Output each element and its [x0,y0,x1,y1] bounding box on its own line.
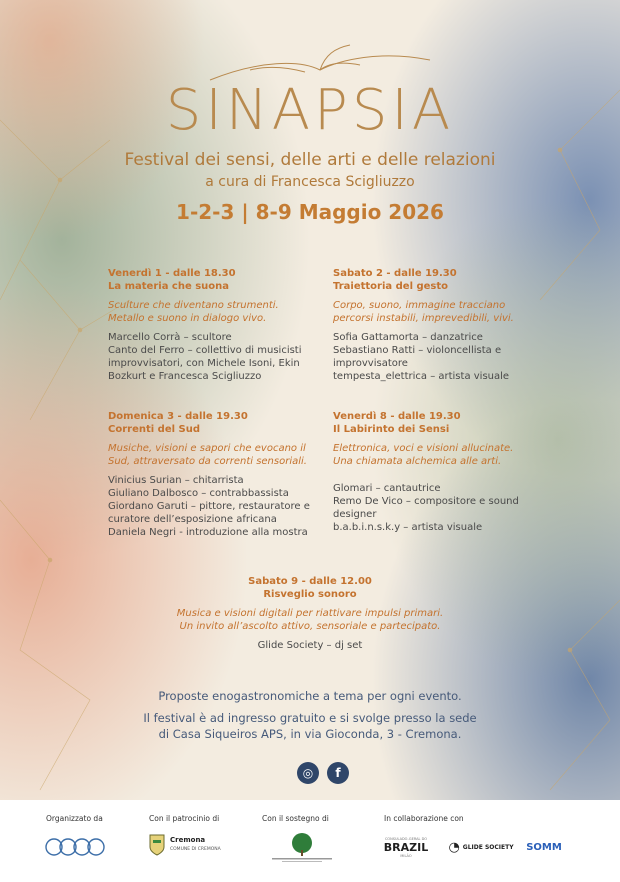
festival-dates: 1-2-3 | 8-9 Maggio 2026 [176,200,444,224]
event-card [333,267,543,383]
event-day: Sabato 2 - dalle 19.30 [333,268,457,279]
final-event-card [0,575,620,652]
brazil-small-label: CONSULADO-GERAL DO [384,836,428,841]
event-person: Daniela Negri - introduzione alla mostra [108,527,308,538]
event-description [108,299,318,325]
glide-society-logo [446,830,516,864]
event-description-line: Corpo, suono, immagine tracciano percorsi instabili, imprevedibili, vivi. [333,300,514,324]
facebook-icon[interactable]: f [327,762,349,784]
event-people [108,474,318,539]
casa-siqueiros-logo-art [44,832,108,862]
event-person: Sofia Gattamorta – danzatrice [333,332,483,343]
event-description [333,299,543,325]
brazil-small-label-2: MILÃO [400,853,412,858]
event-day: Domenica 3 - dalle 19.30 [108,411,248,422]
festival-subtitle: Festival dei sensi, delle arti e delle relazioni [124,150,496,170]
event-card [108,267,318,383]
event-person: Glide Society – dj set [257,640,363,651]
curator-line: a cura di Francesca Scigliuzzo [205,174,415,190]
event-description-line: Elettronica, voci e visioni allucinate. [333,443,514,454]
glide-swirl-icon: ◔ [448,839,460,855]
organized-label: Organizzato da [46,814,103,823]
event-people [333,331,543,383]
festival-title: SINAPSIA [165,78,455,143]
footer [0,800,620,882]
event-person: b.a.b.i.n.s.k.y – artista visuale [333,522,483,533]
event-title: Il Labirinto dei Sensi [333,424,450,435]
event-person: Vinicius Surian – chitarrista [108,475,244,486]
event-people [0,639,620,652]
patronage-label: Con il patrocinio di [149,814,220,823]
event-person: Giordano Garuti – pittore, restauratore e curatore dell’esposizione africana [108,501,310,525]
event-description-line: Musiche, visioni e sapori che evocano il Sud, attraversato da correnti sensoriali. [108,443,307,467]
glide-society-text: GLIDE SOCIETY [462,843,514,851]
social-links [297,762,349,784]
event-description-line: Una chiamata alchemica alle arti. [333,456,502,467]
event-description-line: Metallo e suono in dialogo vivo. [108,313,267,324]
event-day: Venerdì 1 - dalle 18.30 [108,268,236,279]
event-description [333,442,543,468]
brazil-logo-text: BRAZIL [383,840,429,854]
event-day: Sabato 9 - dalle 12.00 [248,576,372,587]
event-description [0,607,620,633]
event-person: Canto del Ferro – collettivo di musicisti improvvisatori, con Michele Isoni, Ekin Bozkurt e Francesca Scigliuzzo [108,345,302,382]
event-card [108,410,318,539]
event-people [108,331,318,383]
support-logo [262,830,342,864]
cremona-crest-icon [148,833,166,857]
instagram-icon[interactable]: ◎ [297,762,319,784]
collab-label: In collaborazione con [384,814,464,823]
cremona-logo-sub: COMUNE DI CREMONA [170,847,221,852]
cremona-logo-title: Cremona [170,836,206,844]
event-person: Marcello Corrà – scultore [108,332,232,343]
event-title: Risveglio sonoro [263,589,357,600]
event-person: tempesta_elettrica – artista visuale [333,371,510,382]
event-title: Correnti del Sud [108,424,200,435]
support-label: Con il sostegno di [262,814,329,823]
event-person: Remo De Vico – compositore e sound designer [333,496,519,520]
event-card [333,410,543,534]
event-description-line: Sculture che diventano strumenti. [108,300,279,311]
cremona-logo [148,830,228,860]
casa-siqueiros-logo [44,830,108,864]
event-title: La materia che suona [108,281,230,292]
event-title: Traiettoria del gesto [333,281,449,292]
event-description-line: Un invito all’ascolto attivo, sensoriale e partecipato. [179,621,441,632]
brazil-consulate-logo [382,830,430,864]
somm-logo-text: SOMM [526,841,562,853]
event-person: Giuliano Dalbosco – contrabbassista [108,488,289,499]
event-description [108,442,318,468]
tree-logo-icon [262,830,342,864]
venue-info-line2: di Casa Siqueiros APS, in via Gioconda, 3 - Cremona. [158,727,462,741]
somm-logo [524,830,564,864]
event-person: Sebastiano Ratti – violoncellista e improvvisatore [333,345,502,369]
event-day: Venerdì 8 - dalle 19.30 [333,411,461,422]
event-person: Glomari – cantautrice [333,483,441,494]
event-description-line: Musica e visioni digitali per riattivare impulsi primari. [176,608,444,619]
food-info: Proposte enogastronomiche a tema per ogni evento. [158,689,462,703]
event-people [333,482,543,534]
venue-info-line1: Il festival è ad ingresso gratuito e si svolge presso la sede [143,711,477,725]
